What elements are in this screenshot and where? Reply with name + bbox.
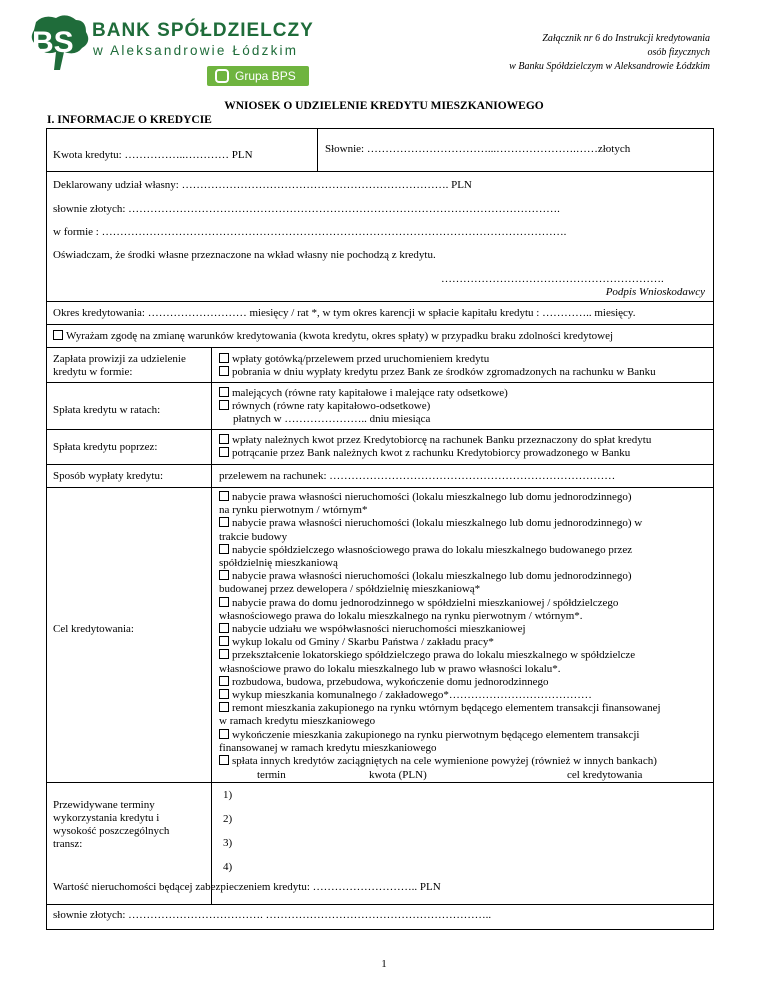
- purpose-option: [219, 610, 583, 623]
- loan-amount-words-field[interactable]: Słownie: ……………………………...………………….……złotych: [325, 143, 631, 155]
- divider: [47, 904, 713, 905]
- tranche-item[interactable]: 1): [223, 789, 233, 801]
- purpose-option: [219, 557, 338, 570]
- option-label: wykończenie mieszkania zakupionego na rynku pierwotnym będącego elementem transakcji: [232, 728, 640, 741]
- purpose-option: [219, 491, 632, 504]
- divider: [47, 382, 713, 383]
- option-label: wpłaty należnych kwot przez Kredytobiorcę na rachunek Banku przeznaczony do spłat kredytu: [232, 434, 652, 446]
- option-label: nabycie prawa do domu jednorodzinnego w spółdzielni mieszkaniowej / spółdzielczego: [232, 596, 619, 609]
- signature-line[interactable]: …………………………………………………….: [441, 273, 664, 285]
- consent-checkbox[interactable]: [53, 330, 63, 340]
- tranche-label: Przewidywane terminy: [53, 799, 155, 811]
- purpose-option: [219, 663, 561, 676]
- tranche-item[interactable]: 3): [223, 837, 233, 849]
- option-label: wykup mieszkania komunalnego / zakładowego*…………………………………: [232, 689, 592, 701]
- divider: [47, 347, 713, 348]
- option-label: nabycie spółdzielczego własnościowego prawa do lokalu mieszkalnego budowanego przez: [232, 543, 633, 556]
- option-label: trakcie budowy: [219, 530, 288, 543]
- option-label: przekształcenie lokatorskiego spółdzielczego prawa do lokalu mieszkalnego w spółdzielcze: [232, 649, 636, 662]
- declaration-text: Oświadczam, że środki własne przeznaczone na wkład własny nie pochodzą z kredytu.: [53, 249, 436, 261]
- own-contribution-field[interactable]: Deklarowany udział własny: ………………………………………………………………. PLN: [53, 179, 472, 191]
- group-label: Grupa BPS: [235, 69, 296, 83]
- signature-label: Podpis Wnioskodawcy: [605, 286, 705, 298]
- option-label: pobrania w dniu wypłaty kredytu przez Bank ze środków zgromadzonych na rachunku w Banku: [232, 366, 656, 378]
- divider: [47, 487, 713, 488]
- option-label: spółdzielnię mieszkaniową: [219, 557, 338, 569]
- option-label: wykup lokalu od Gminy / Skarbu Państwa / zakładu pracy*: [232, 636, 494, 649]
- checkbox[interactable]: [219, 702, 229, 712]
- commission-label: Zapłata prowizji za udzielenie: [53, 353, 186, 365]
- annex-note: [509, 32, 710, 74]
- purpose-option: [219, 623, 526, 636]
- tranche-item[interactable]: 2): [223, 813, 233, 825]
- contribution-form-field[interactable]: w formie : ……………………………………………………………………………………………………………….: [53, 226, 567, 238]
- tranche-item[interactable]: 4): [223, 861, 233, 873]
- commission-label: kredytu w formie:: [53, 366, 133, 378]
- checkbox[interactable]: [219, 570, 229, 580]
- option-label: nabycie prawa własności nieruchomości (lokalu mieszkalnego lub domu jednorodzinnego): [232, 570, 632, 583]
- repayment-option: [219, 447, 630, 460]
- checkbox[interactable]: [219, 649, 229, 659]
- column-header-amount: kwota (PLN): [369, 769, 427, 781]
- divider: [47, 324, 713, 325]
- option-label: własnościowe prawo do lokalu mieszkalnego lub w prawo własności lokalu*.: [219, 662, 561, 675]
- installment-option: [219, 387, 508, 400]
- commission-option: [219, 366, 656, 379]
- checkbox[interactable]: [219, 366, 229, 376]
- checkbox[interactable]: [219, 517, 229, 527]
- option-label: remont mieszkania zakupionego na rynku wtórnym będącego elementem transakcji finansowanej: [232, 702, 661, 715]
- purpose-option: [219, 702, 661, 715]
- option-label: równych (równe raty kapitałowo-odsetkowe): [232, 400, 431, 412]
- svg-text:BS: BS: [32, 26, 74, 59]
- purpose-option: [219, 583, 480, 596]
- payout-account-field[interactable]: przelewem na rachunek: ……………………………………………………………………: [219, 470, 616, 482]
- checkbox[interactable]: [219, 400, 229, 410]
- tranche-label: transz:: [53, 838, 83, 850]
- column-divider: [211, 347, 212, 904]
- option-label: własnościowego prawa do lokalu mieszkalnego na rynku pierwotnym / wtórnym*.: [219, 609, 583, 622]
- consent-row: [53, 330, 613, 343]
- purpose-option: [219, 729, 639, 742]
- option-label: nabycie prawa własności nieruchomości (lokalu mieszkalnego lub domu jednorodzinnego): [232, 491, 632, 503]
- payout-label: Sposób wypłaty kredytu:: [53, 470, 163, 482]
- purpose-option: [219, 715, 375, 728]
- annex-line: Załącznik nr 6 do Instrukcji kredytowania: [542, 33, 710, 44]
- repayment-option: [219, 434, 651, 447]
- option-label: finansowanej w ramach kredytu mieszkaniowego: [219, 741, 437, 754]
- purpose-option: [219, 570, 632, 583]
- checkbox[interactable]: [219, 353, 229, 363]
- option-label: wpłaty gotówką/przelewem przed uruchomieniem kredytu: [232, 353, 490, 365]
- option-label: rozbudowa, budowa, przebudowa, wykończenie domu jednorodzinnego: [232, 675, 549, 688]
- payment-day-field[interactable]: płatnych w ………………….. dniu miesiąca: [233, 413, 431, 425]
- option-label: malejących (równe raty kapitałowe i malejące raty odsetkowe): [232, 387, 508, 399]
- checkbox[interactable]: [219, 491, 229, 501]
- purpose-option: [219, 636, 494, 649]
- purpose-option: [219, 531, 287, 544]
- checkbox[interactable]: [219, 387, 229, 397]
- option-label: na rynku pierwotnym / wtórnym*: [219, 504, 368, 517]
- column-header-purpose: cel kredytowania: [567, 769, 643, 781]
- purpose-option: [219, 742, 436, 755]
- purpose-option: [219, 676, 548, 689]
- group-badge: [207, 66, 309, 86]
- purpose-option: [219, 504, 367, 517]
- checkbox[interactable]: [219, 597, 229, 607]
- checkbox[interactable]: [219, 689, 229, 699]
- option-label: w ramach kredytu mieszkaniowego: [219, 715, 376, 728]
- section-heading: I. INFORMACJE O KREDYCIE: [47, 114, 212, 126]
- property-value-field[interactable]: Wartość nieruchomości będącej zabezpieczeniem kredytu: ……………………….. PLN: [53, 881, 441, 893]
- column-header-term: termin: [257, 769, 286, 781]
- option-label: budowanej przez dewelopera / spółdzielnię mieszkaniową*: [219, 583, 481, 596]
- annex-line: w Banku Spółdzielczym w Aleksandrowie Łódzkim: [509, 61, 710, 72]
- divider: [47, 429, 713, 430]
- tranche-label: wykorzystania kredytu i: [53, 812, 160, 824]
- checkbox[interactable]: [219, 447, 229, 457]
- divider: [47, 464, 713, 465]
- checkbox[interactable]: [219, 544, 229, 554]
- annex-line: osób fizycznych: [647, 47, 710, 58]
- checkbox[interactable]: [219, 434, 229, 444]
- purpose-option: [219, 755, 657, 768]
- purpose-option: [219, 544, 632, 557]
- consent-label: Wyrażam zgodę na zmianę warunków kredytowania (kwota kredytu, okres spłaty) w przypadku braku zdolności kredytowej: [66, 330, 614, 342]
- loan-period-field[interactable]: Okres kredytowania: ……………………… miesięcy / rat *, w tym okres karencji w spłacie kapitału kredytu : ………….. miesięcy.: [53, 307, 636, 319]
- checkbox[interactable]: [219, 623, 229, 633]
- checkbox[interactable]: [219, 676, 229, 686]
- property-value-words-field[interactable]: słownie złotych: ………………………………. ……………………………………………………..: [53, 909, 492, 921]
- page-number: 1: [381, 958, 387, 970]
- document-title: WNIOSEK O UDZIELENIE KREDYTU MIESZKANIOWEGO: [224, 100, 544, 112]
- repayment-label: Spłata kredytu poprzez:: [53, 441, 158, 453]
- checkbox[interactable]: [219, 636, 229, 646]
- form-table: [46, 128, 714, 930]
- divider: [47, 782, 713, 783]
- option-label: spłata innych kredytów zaciągniętych na cele wymienione powyżej (również w innych bankach): [232, 755, 657, 767]
- option-label: nabycie udziału we współwłasności nieruchomości mieszkaniowej: [232, 623, 526, 635]
- purpose-option: [219, 649, 635, 662]
- option-label: potrącanie przez Bank należnych kwot z rachunku Kredytobiorcy prowadzonego w Banku: [232, 447, 631, 459]
- divider: [47, 171, 713, 172]
- speech-bubble-icon: [215, 69, 229, 83]
- divider: [47, 301, 713, 302]
- installment-option: [219, 400, 430, 413]
- divider: [317, 129, 318, 171]
- own-contribution-words-field[interactable]: słownie złotych: ……………………………………………………………………………………………………….: [53, 203, 560, 215]
- bank-name: BANK SPÓŁDZIELCZY: [92, 20, 314, 41]
- bank-location: w Aleksandrowie Łódzkim: [93, 43, 299, 58]
- purpose-option: [219, 689, 592, 702]
- purpose-option: [219, 597, 618, 610]
- checkbox[interactable]: [219, 729, 229, 739]
- commission-option: [219, 353, 489, 366]
- purpose-option: [219, 517, 642, 530]
- purpose-label: Cel kredytowania:: [53, 623, 134, 635]
- checkbox[interactable]: [219, 755, 229, 765]
- option-label: nabycie prawa własności nieruchomości (lokalu mieszkalnego lub domu jednorodzinnego) w: [232, 517, 643, 530]
- loan-amount-field[interactable]: Kwota kredytu: ……………..………… PLN: [53, 149, 253, 161]
- tranche-label: wysokość poszczególnych: [53, 825, 170, 837]
- bank-tree-icon: [26, 12, 96, 74]
- installments-label: Spłata kredytu w ratach:: [53, 404, 161, 416]
